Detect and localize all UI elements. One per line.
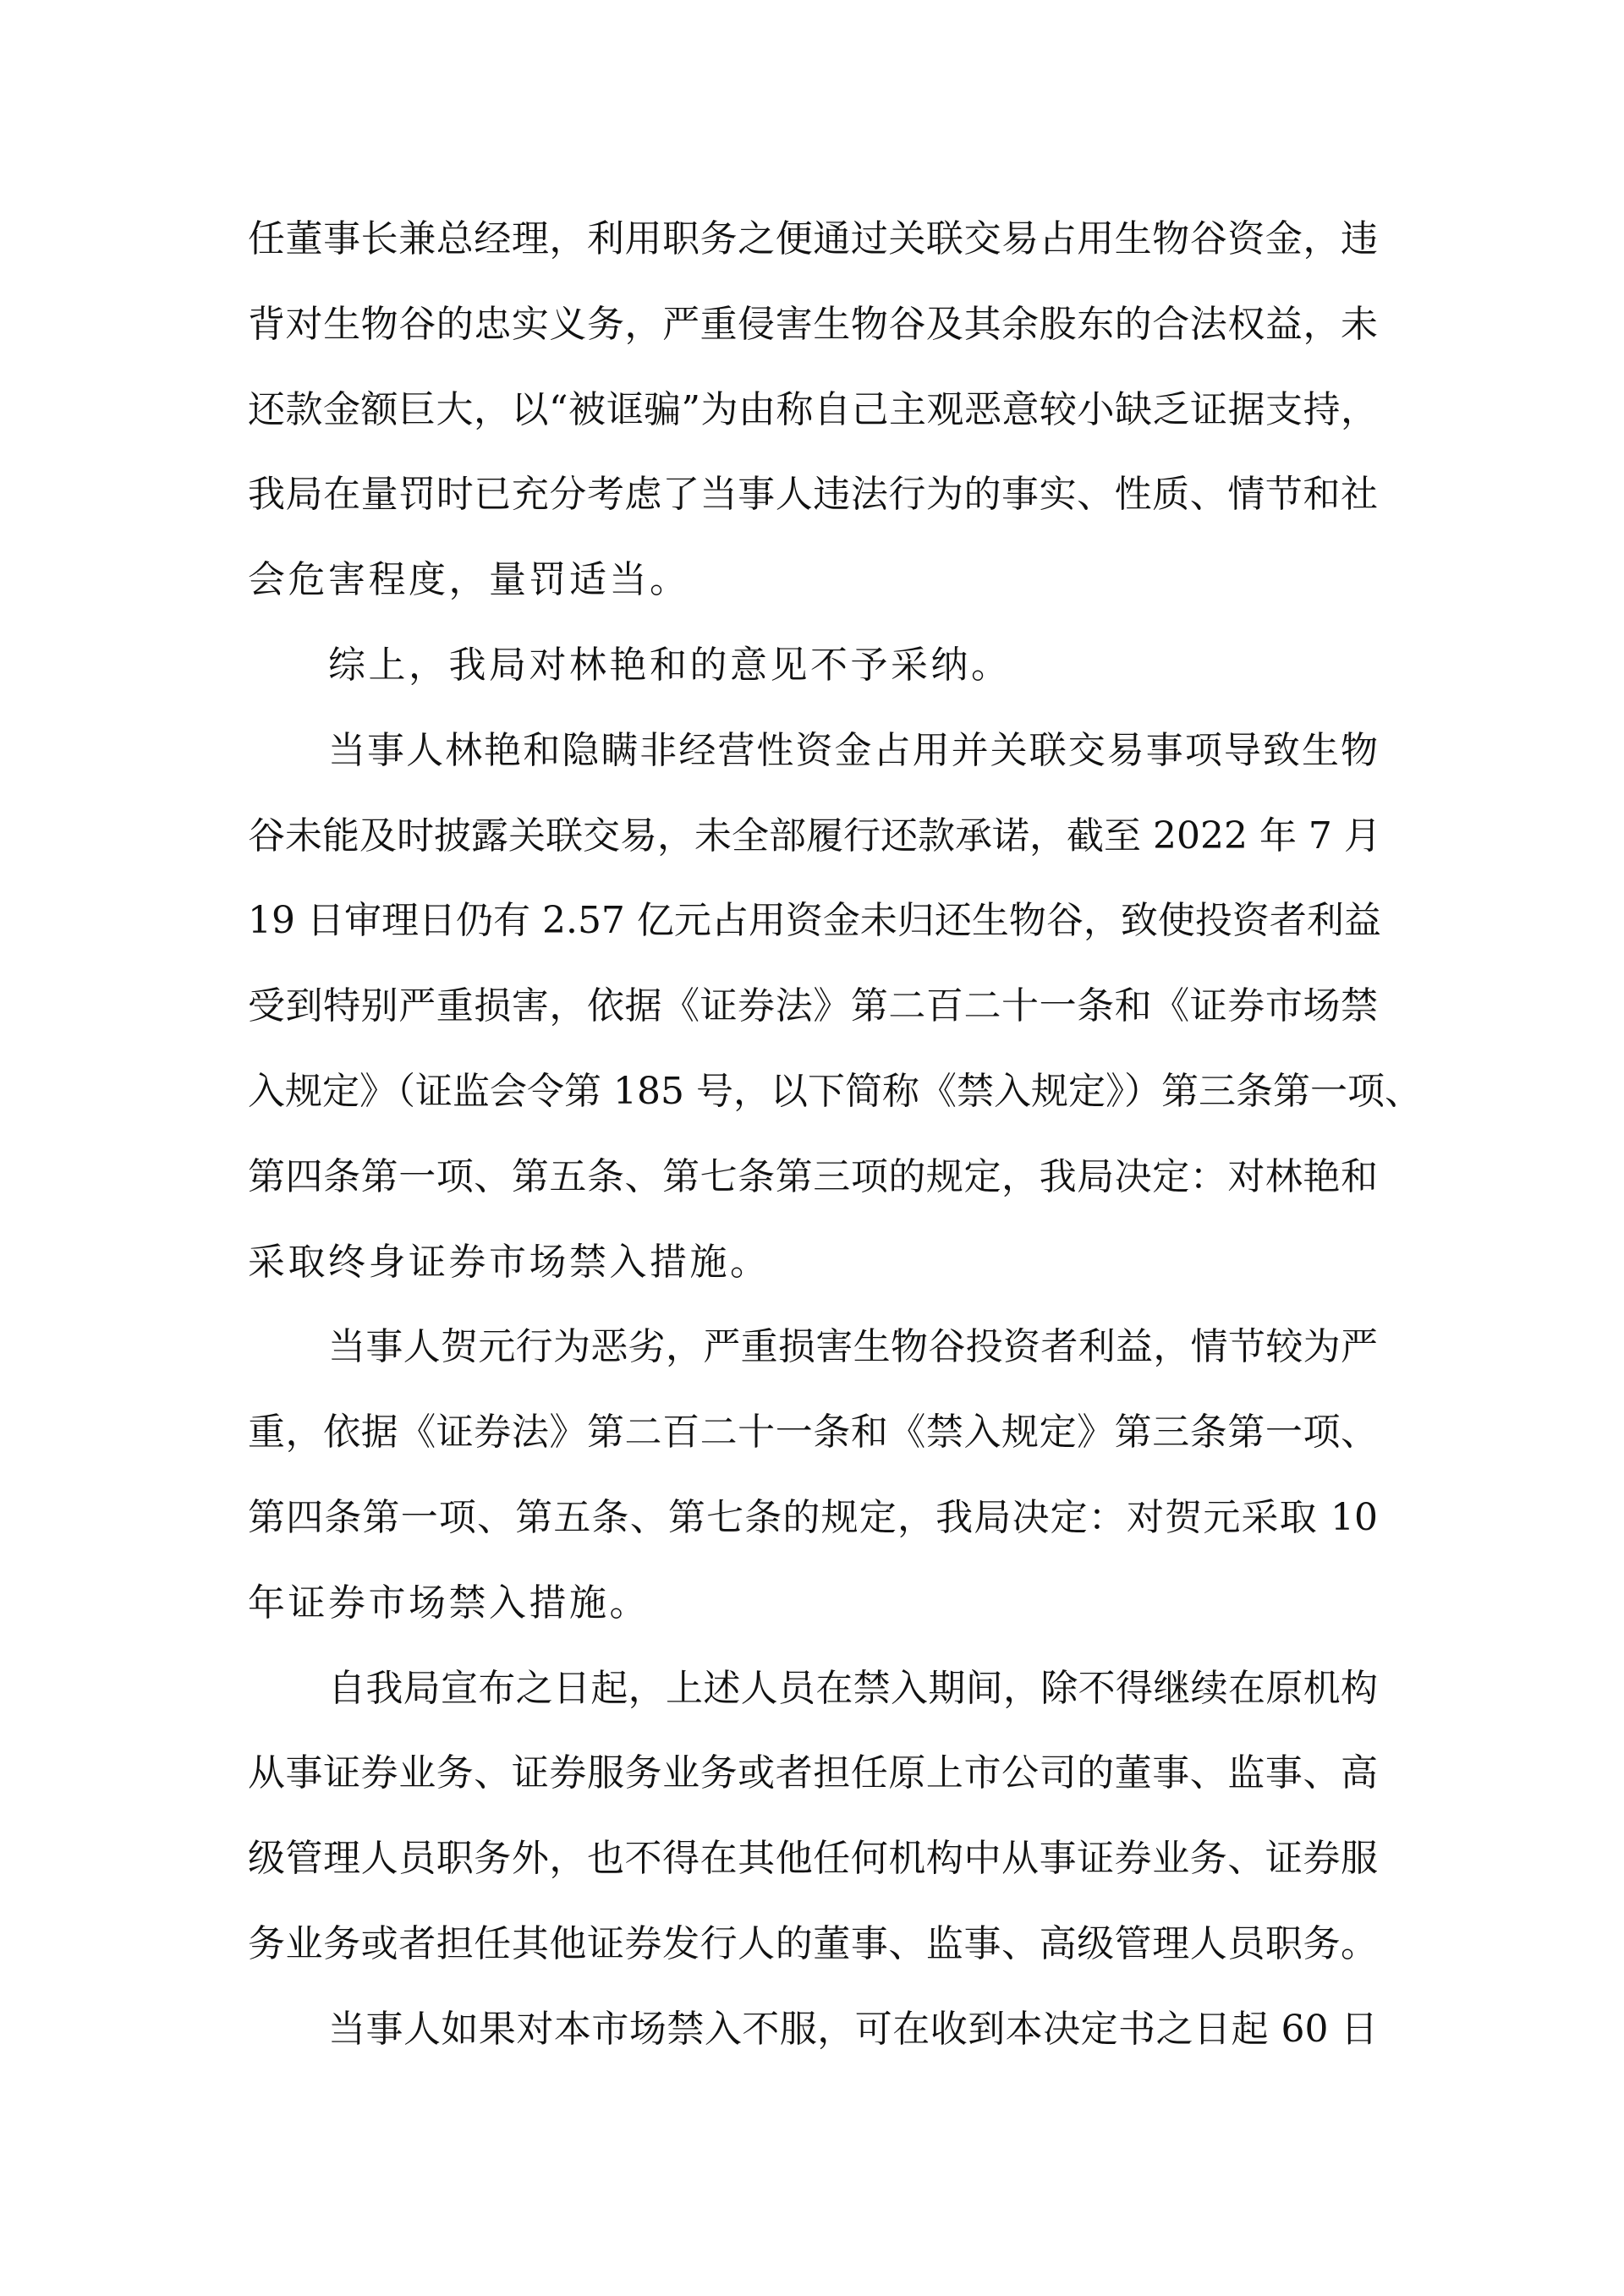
text-line: 入规定》（证监会令第 185 号，以下简称《禁入规定》）第三条第一项、 bbox=[248, 1069, 1422, 1113]
paragraph-he-yuan-decision bbox=[248, 1305, 1378, 1646]
text-line: 当事人如果对本市场禁入不服，可在收到本决定书之日起 60 日 bbox=[328, 2007, 1378, 2051]
text-line: 年证券市场禁入措施。 bbox=[248, 1581, 650, 1625]
paragraph-penalty-reasoning bbox=[248, 197, 1378, 623]
paragraph-ban-scope bbox=[248, 1647, 1378, 1987]
text-line: 我局在量罚时已充分考虑了当事人违法行为的事实、性质、情节和社 bbox=[248, 473, 1378, 517]
text-line: 采取终身证券市场禁入措施。 bbox=[248, 1240, 771, 1284]
text-line: 级管理人员职务外，也不得在其他任何机构中从事证券业务、证券服 bbox=[248, 1837, 1378, 1881]
paragraph-conclusion bbox=[248, 623, 1378, 709]
text-line: 受到特别严重损害，依据《证券法》第二百二十一条和《证券市场禁 bbox=[248, 984, 1378, 1028]
text-line: 第四条第一项、第五条、第七条第三项的规定，我局决定：对林艳和 bbox=[248, 1154, 1378, 1198]
text-line: 会危害程度，量罚适当。 bbox=[248, 558, 690, 602]
text-line: 当事人林艳和隐瞒非经营性资金占用并关联交易事项导致生物 bbox=[328, 728, 1378, 772]
text-line: 重，依据《证券法》第二百二十一条和《禁入规定》第三条第一项、 bbox=[248, 1411, 1378, 1455]
text-line: 19 日审理日仍有 2.57 亿元占用资金未归还生物谷，致使投资者利益 bbox=[248, 899, 1381, 943]
paragraph-lin-yanhe-decision bbox=[248, 709, 1422, 1306]
text-line: 从事证券业务、证券服务业务或者担任原上市公司的董事、监事、高 bbox=[248, 1751, 1378, 1795]
text-line: 背对生物谷的忠实义务，严重侵害生物谷及其余股东的合法权益，未 bbox=[248, 302, 1378, 346]
text-line: 务业务或者担任其他证券发行人的董事、监事、高级管理人员职务。 bbox=[248, 1921, 1378, 1965]
text-line: 当事人贺元行为恶劣，严重损害生物谷投资者利益，情节较为严 bbox=[328, 1325, 1378, 1369]
text-line: 还款金额巨大，以“被诓骗”为由称自己主观恶意较小缺乏证据支持， bbox=[248, 387, 1378, 431]
paragraph-appeal-rights bbox=[248, 1987, 1378, 2073]
text-line: 自我局宣布之日起，上述人员在禁入期间，除不得继续在原机构 bbox=[328, 1666, 1378, 1710]
text-line: 任董事长兼总经理，利用职务之便通过关联交易占用生物谷资金，违 bbox=[248, 217, 1378, 260]
text-line: 第四条第一项、第五条、第七条的规定，我局决定：对贺元采取 10 bbox=[248, 1495, 1378, 1539]
document-body bbox=[248, 197, 1422, 2073]
text-line: 谷未能及时披露关联交易，未全部履行还款承诺，截至 2022 年 7 月 bbox=[248, 814, 1381, 858]
text-line: 综上，我局对林艳和的意见不予采纳。 bbox=[328, 643, 1012, 687]
